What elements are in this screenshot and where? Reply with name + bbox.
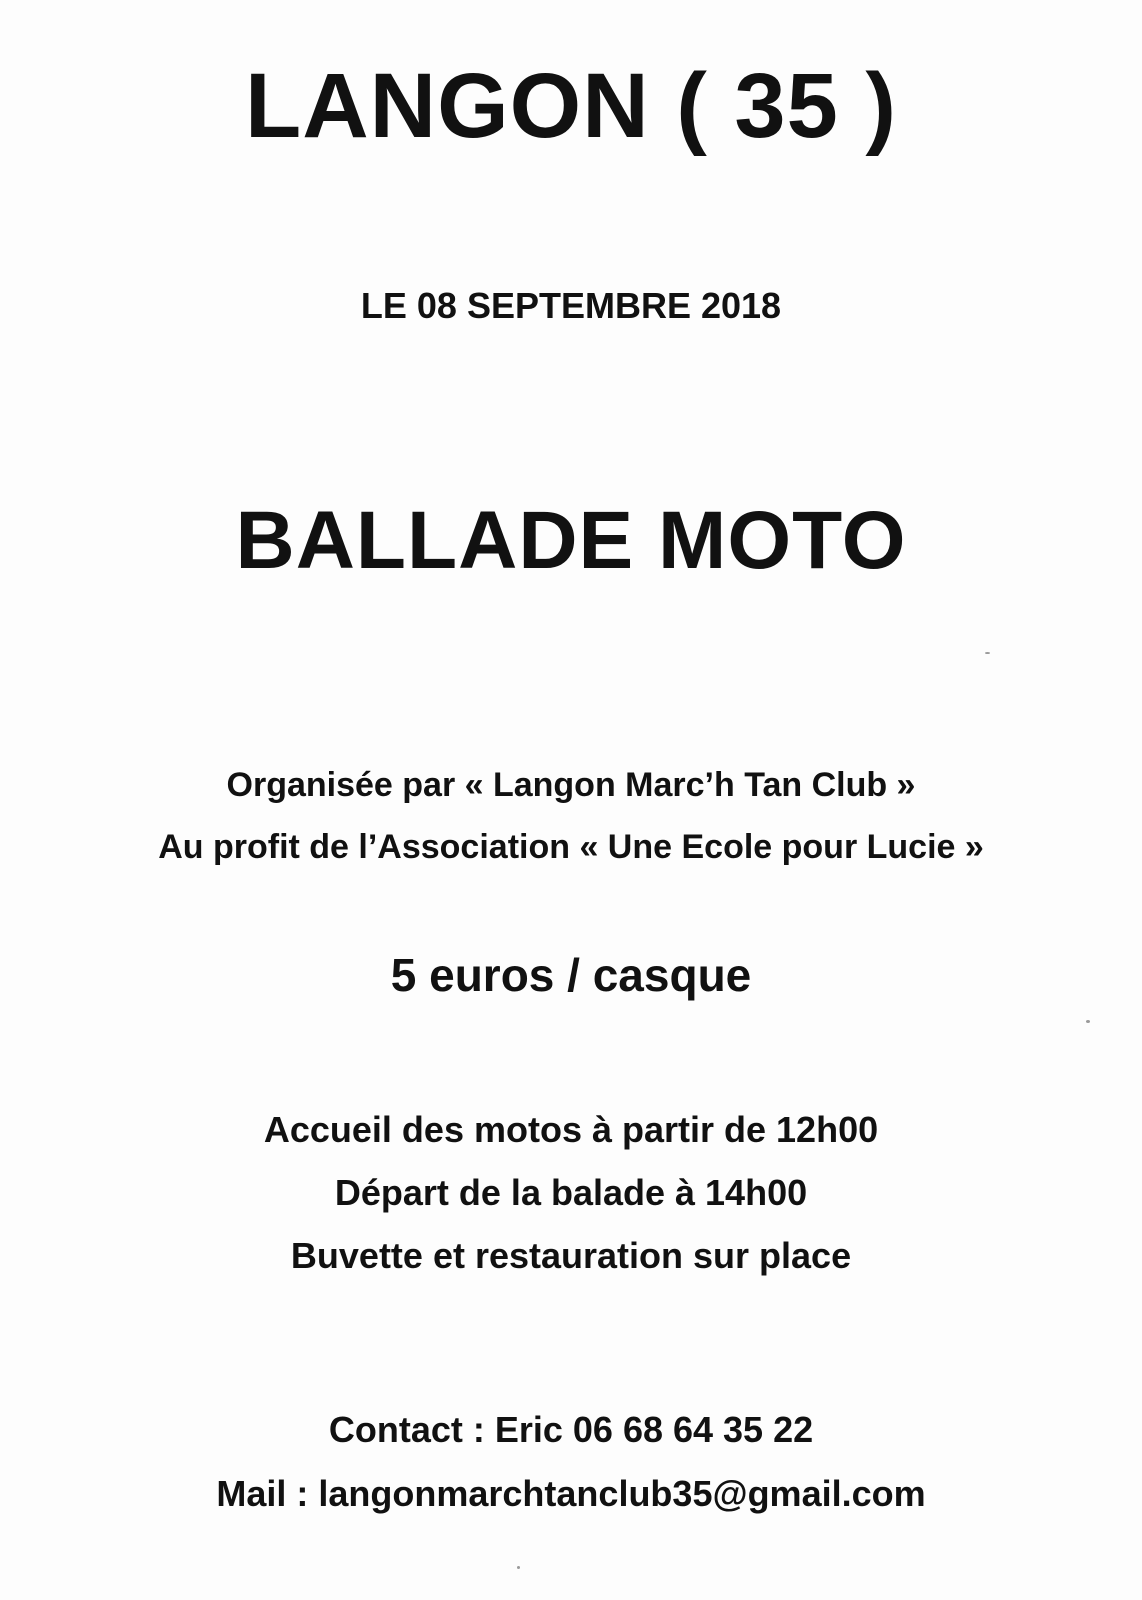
price-line: 5 euros / casque [390,949,752,1001]
organizer-line: Organisée par « Langon Marc’h Tan Club » [226,766,916,804]
event-title: BALLADE MOTO [235,495,907,586]
contact-line: Contact : Eric 06 68 64 35 22 [328,1409,814,1450]
scan-speck [1086,1020,1090,1023]
scan-speck [985,652,990,654]
event-date: LE 08 SEPTEMBRE 2018 [360,285,782,326]
schedule-welcome: Accueil des motos à partir de 12h00 [263,1109,879,1150]
schedule-departure: Départ de la balade à 14h00 [334,1172,808,1213]
scan-speck [517,1566,520,1569]
location-title: LANGON ( 35 ) [245,55,897,157]
mail-line: Mail : langonmarchtanclub35@gmail.com [216,1473,926,1514]
beneficiary-line: Au profit de l’Association « Une Ecole pour Lucie » [158,828,984,866]
schedule-refreshments: Buvette et restauration sur place [290,1235,852,1276]
